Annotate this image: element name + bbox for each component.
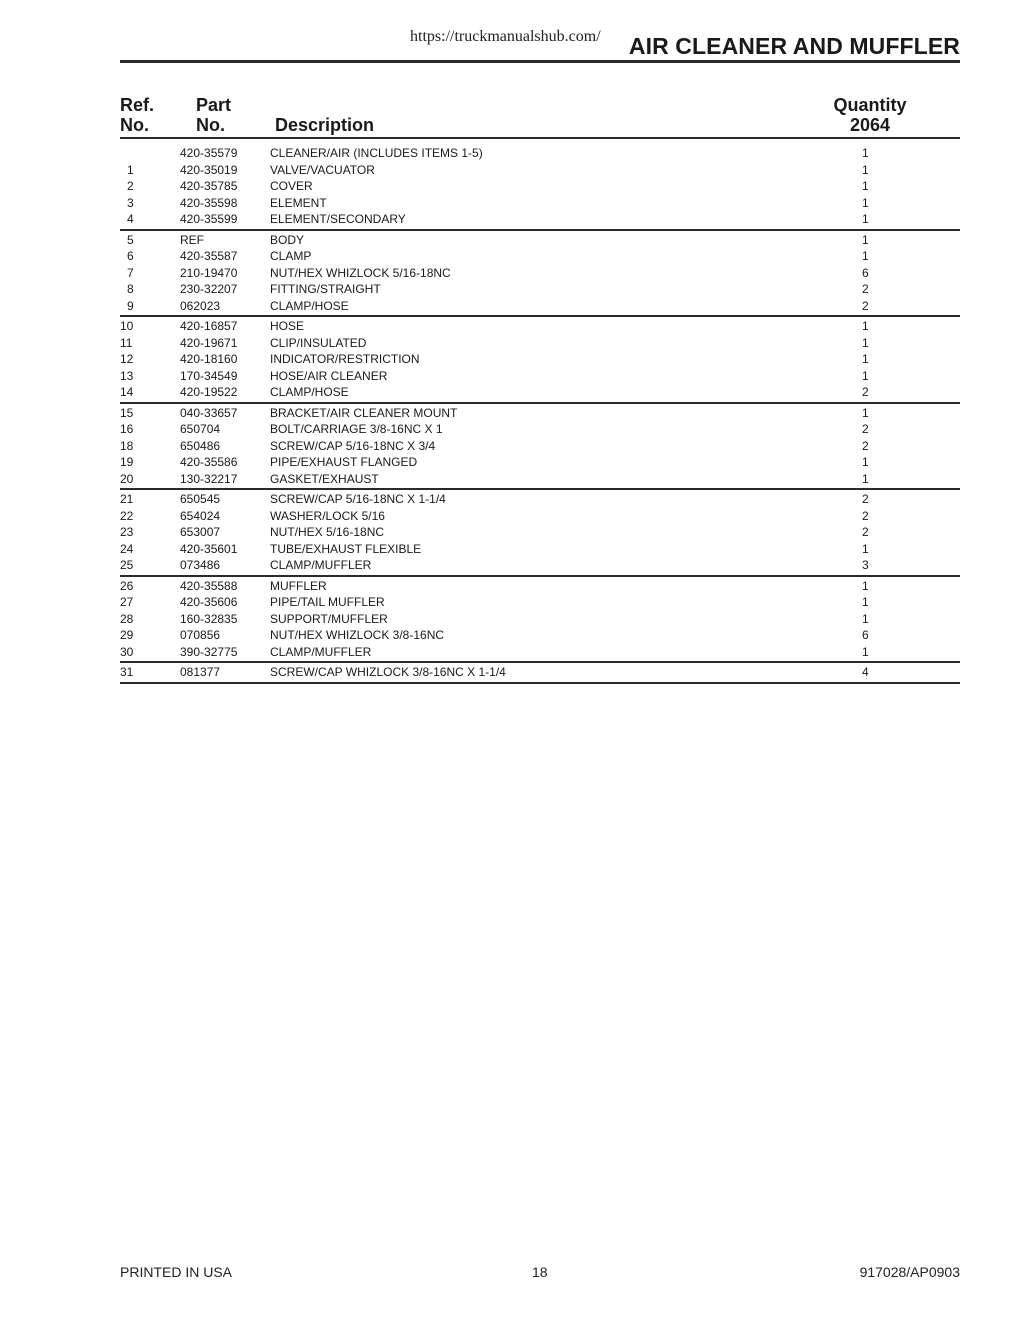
part-number: 650545 bbox=[180, 492, 221, 506]
column-header-description bbox=[275, 115, 374, 135]
part-description: PIPE/EXHAUST FLANGED bbox=[270, 455, 418, 469]
table-row bbox=[120, 281, 960, 298]
ref-number: 24 bbox=[120, 541, 134, 556]
part-quantity: 1 bbox=[862, 611, 869, 626]
ref-number: 16 bbox=[120, 422, 134, 436]
table-row bbox=[120, 664, 960, 681]
table-row bbox=[120, 265, 960, 282]
group-divider bbox=[120, 488, 960, 490]
part-quantity: 2 bbox=[862, 422, 869, 436]
table-row bbox=[120, 524, 960, 541]
part-quantity: 1 bbox=[862, 232, 869, 247]
source-url[interactable]: https://truckmanualshub.com/ bbox=[410, 28, 601, 45]
part-description: CLAMP/MUFFLER bbox=[270, 644, 372, 659]
part-description: PIPE/TAIL MUFFLER bbox=[270, 595, 385, 609]
page-title: AIR CLEANER AND MUFFLER bbox=[628, 33, 960, 59]
part-number: 210-19470 bbox=[180, 265, 238, 280]
ref-number: 1 bbox=[127, 162, 134, 177]
part-description: CLAMP/HOSE bbox=[270, 385, 349, 399]
ref-number: 30 bbox=[120, 644, 134, 659]
part-quantity: 2 bbox=[862, 492, 869, 506]
part-quantity: 6 bbox=[862, 628, 869, 642]
part-number: 420-35606 bbox=[180, 595, 238, 609]
group-divider bbox=[120, 229, 960, 231]
parts-table bbox=[120, 145, 960, 685]
part-number: 420-35785 bbox=[180, 179, 238, 193]
table-row bbox=[120, 594, 960, 611]
part-description: NUT/HEX 5/16-18NC bbox=[270, 525, 385, 539]
footer-doc-number: 917028/AP0903 bbox=[859, 1264, 960, 1280]
part-description: WASHER/LOCK 5/16 bbox=[270, 508, 385, 523]
ref-number: 23 bbox=[120, 525, 134, 539]
table-row bbox=[120, 162, 960, 179]
table-row bbox=[120, 508, 960, 525]
part-description: SCREW/CAP WHIZLOCK 3/8-16NC X 1-1/4 bbox=[270, 665, 506, 679]
part-quantity: 1 bbox=[862, 162, 869, 177]
part-number: REF bbox=[180, 232, 204, 247]
part-quantity: 4 bbox=[862, 665, 869, 679]
table-row bbox=[120, 298, 960, 315]
part-number: 170-34549 bbox=[180, 368, 238, 383]
part-quantity: 1 bbox=[862, 335, 869, 350]
part-description: CLAMP/MUFFLER bbox=[270, 558, 372, 572]
table-row bbox=[120, 145, 960, 162]
ref-number: 15 bbox=[120, 405, 134, 420]
part-description: FITTING/STRAIGHT bbox=[270, 282, 381, 296]
part-number: 420-19671 bbox=[180, 335, 238, 350]
ref-number: 2 bbox=[127, 179, 134, 193]
part-quantity: 2 bbox=[862, 525, 869, 539]
part-quantity: 1 bbox=[862, 368, 869, 383]
part-description: HOSE/AIR CLEANER bbox=[270, 368, 388, 383]
group-divider bbox=[120, 402, 960, 404]
part-number: 420-35579 bbox=[180, 146, 238, 160]
part-quantity: 2 bbox=[862, 385, 869, 399]
group-divider bbox=[120, 682, 960, 684]
group-divider bbox=[120, 661, 960, 663]
part-number: 420-35019 bbox=[180, 162, 238, 177]
title-rule bbox=[120, 60, 960, 63]
part-number: 081377 bbox=[180, 665, 221, 679]
table-row bbox=[120, 611, 960, 628]
part-number: 230-32207 bbox=[180, 282, 238, 296]
part-number: 420-35599 bbox=[180, 212, 238, 226]
part-number: 070856 bbox=[180, 628, 221, 642]
table-row bbox=[120, 405, 960, 422]
part-description: INDICATOR/RESTRICTION bbox=[270, 352, 420, 366]
table-row bbox=[120, 454, 960, 471]
group-divider bbox=[120, 575, 960, 577]
column-header-part bbox=[196, 95, 231, 135]
part-description: ELEMENT bbox=[270, 195, 327, 210]
part-number: 420-18160 bbox=[180, 352, 238, 366]
part-quantity: 1 bbox=[862, 405, 869, 420]
part-quantity: 2 bbox=[862, 438, 869, 453]
part-description: TUBE/EXHAUST FLEXIBLE bbox=[270, 541, 422, 556]
group-divider bbox=[120, 315, 960, 317]
part-number: 073486 bbox=[180, 558, 221, 572]
part-description: VALVE/VACUATOR bbox=[270, 162, 375, 177]
ref-number: 13 bbox=[120, 368, 134, 383]
ref-header-line1: Ref. bbox=[120, 95, 155, 115]
ref-number: 7 bbox=[127, 265, 134, 280]
part-quantity: 2 bbox=[862, 508, 869, 523]
part-quantity: 1 bbox=[862, 249, 869, 263]
ref-number: 25 bbox=[120, 558, 134, 572]
part-number: 420-35586 bbox=[180, 455, 238, 469]
ref-number: 19 bbox=[120, 455, 134, 469]
ref-number: 20 bbox=[120, 471, 134, 486]
part-description: CLAMP/HOSE bbox=[270, 298, 349, 313]
table-row bbox=[120, 578, 960, 595]
part-description: ELEMENT/SECONDARY bbox=[270, 212, 406, 226]
ref-number: 5 bbox=[127, 232, 134, 247]
qty-header-line1: Quantity bbox=[833, 95, 907, 115]
part-description: HOSE bbox=[270, 319, 305, 333]
part-number: 420-35601 bbox=[180, 541, 238, 556]
part-quantity: 1 bbox=[862, 212, 869, 226]
table-row bbox=[120, 178, 960, 195]
table-row bbox=[120, 232, 960, 249]
part-number: 420-35598 bbox=[180, 195, 238, 210]
table-row bbox=[120, 318, 960, 335]
part-quantity: 6 bbox=[862, 265, 869, 280]
ref-number: 11 bbox=[120, 335, 133, 350]
ref-number: 8 bbox=[127, 282, 134, 296]
part-number: 654024 bbox=[180, 508, 221, 523]
part-description: BODY bbox=[270, 232, 305, 247]
table-row bbox=[120, 421, 960, 438]
part-quantity: 2 bbox=[862, 298, 869, 313]
part-number: 160-32835 bbox=[180, 611, 238, 626]
table-row bbox=[120, 644, 960, 661]
part-number: 390-32775 bbox=[180, 644, 238, 659]
ref-number: 12 bbox=[120, 352, 134, 366]
column-header-ref bbox=[120, 95, 154, 135]
table-row bbox=[120, 627, 960, 644]
table-row bbox=[120, 211, 960, 228]
part-number: 650704 bbox=[180, 422, 221, 436]
table-row bbox=[120, 335, 960, 352]
ref-number: 22 bbox=[120, 508, 134, 523]
part-description: COVER bbox=[270, 179, 313, 193]
ref-number: 10 bbox=[120, 319, 134, 333]
part-quantity: 1 bbox=[862, 595, 869, 609]
part-quantity: 1 bbox=[862, 455, 869, 469]
table-row bbox=[120, 541, 960, 558]
part-number: 420-16857 bbox=[180, 319, 238, 333]
part-description: SCREW/CAP 5/16-18NC X 3/4 bbox=[270, 438, 436, 453]
part-description: BOLT/CARRIAGE 3/8-16NC X 1 bbox=[270, 422, 443, 436]
ref-number: 28 bbox=[120, 611, 134, 626]
part-number: 420-19522 bbox=[180, 385, 238, 399]
ref-number: 26 bbox=[120, 578, 134, 593]
part-number: 420-35588 bbox=[180, 578, 238, 593]
part-quantity: 1 bbox=[862, 179, 869, 193]
column-header-quantity bbox=[833, 95, 907, 135]
part-description: NUT/HEX WHIZLOCK 3/8-16NC bbox=[270, 628, 445, 642]
table-row bbox=[120, 471, 960, 488]
part-quantity: 1 bbox=[862, 195, 869, 210]
qty-header-line2: 2064 bbox=[849, 115, 891, 135]
part-quantity: 1 bbox=[862, 644, 869, 659]
part-quantity: 1 bbox=[862, 146, 869, 160]
part-description: SCREW/CAP 5/16-18NC X 1-1/4 bbox=[270, 492, 446, 506]
part-quantity: 1 bbox=[862, 352, 869, 366]
part-number: 653007 bbox=[180, 525, 221, 539]
part-quantity: 2 bbox=[862, 282, 869, 296]
part-description: GASKET/EXHAUST bbox=[270, 471, 379, 486]
part-description: BRACKET/AIR CLEANER MOUNT bbox=[270, 405, 458, 420]
part-quantity: 1 bbox=[862, 471, 869, 486]
ref-number: 29 bbox=[120, 628, 134, 642]
header-rule bbox=[120, 137, 960, 139]
ref-header-line2: No. bbox=[120, 115, 149, 135]
table-row bbox=[120, 195, 960, 212]
ref-number: 18 bbox=[120, 438, 134, 453]
table-row bbox=[120, 491, 960, 508]
part-number: 420-35587 bbox=[180, 249, 238, 263]
ref-number: 21 bbox=[120, 492, 134, 506]
part-header-line2: No. bbox=[196, 115, 225, 135]
part-description: NUT/HEX WHIZLOCK 5/16-18NC bbox=[270, 265, 451, 280]
part-description: CLEANER/AIR (INCLUDES ITEMS 1-5) bbox=[270, 146, 483, 160]
footer-printed: PRINTED IN USA bbox=[120, 1264, 233, 1280]
table-row bbox=[120, 438, 960, 455]
table-row bbox=[120, 557, 960, 574]
part-number: 650486 bbox=[180, 438, 221, 453]
part-number: 062023 bbox=[180, 298, 221, 313]
part-description: CLAMP bbox=[270, 249, 312, 263]
ref-number: 9 bbox=[127, 298, 134, 313]
ref-number: 6 bbox=[127, 249, 134, 263]
part-description: CLIP/INSULATED bbox=[270, 335, 367, 350]
ref-number: 31 bbox=[120, 665, 134, 679]
ref-number: 27 bbox=[120, 595, 134, 609]
part-quantity: 1 bbox=[862, 578, 869, 593]
part-number: 130-32217 bbox=[180, 471, 238, 486]
part-description: SUPPORT/MUFFLER bbox=[270, 611, 388, 626]
part-quantity: 3 bbox=[862, 558, 869, 572]
ref-number: 3 bbox=[127, 195, 134, 210]
table-row bbox=[120, 248, 960, 265]
ref-number: 4 bbox=[127, 212, 134, 226]
part-header-line1: Part bbox=[196, 95, 232, 115]
part-number: 040-33657 bbox=[180, 405, 238, 420]
part-quantity: 1 bbox=[862, 541, 869, 556]
ref-number: 14 bbox=[120, 385, 134, 399]
part-description: MUFFLER bbox=[270, 578, 327, 593]
part-quantity: 1 bbox=[862, 319, 869, 333]
description-header: Description bbox=[275, 115, 375, 135]
table-row bbox=[120, 368, 960, 385]
table-row bbox=[120, 351, 960, 368]
table-row bbox=[120, 384, 960, 401]
footer-page-number: 18 bbox=[532, 1264, 548, 1280]
